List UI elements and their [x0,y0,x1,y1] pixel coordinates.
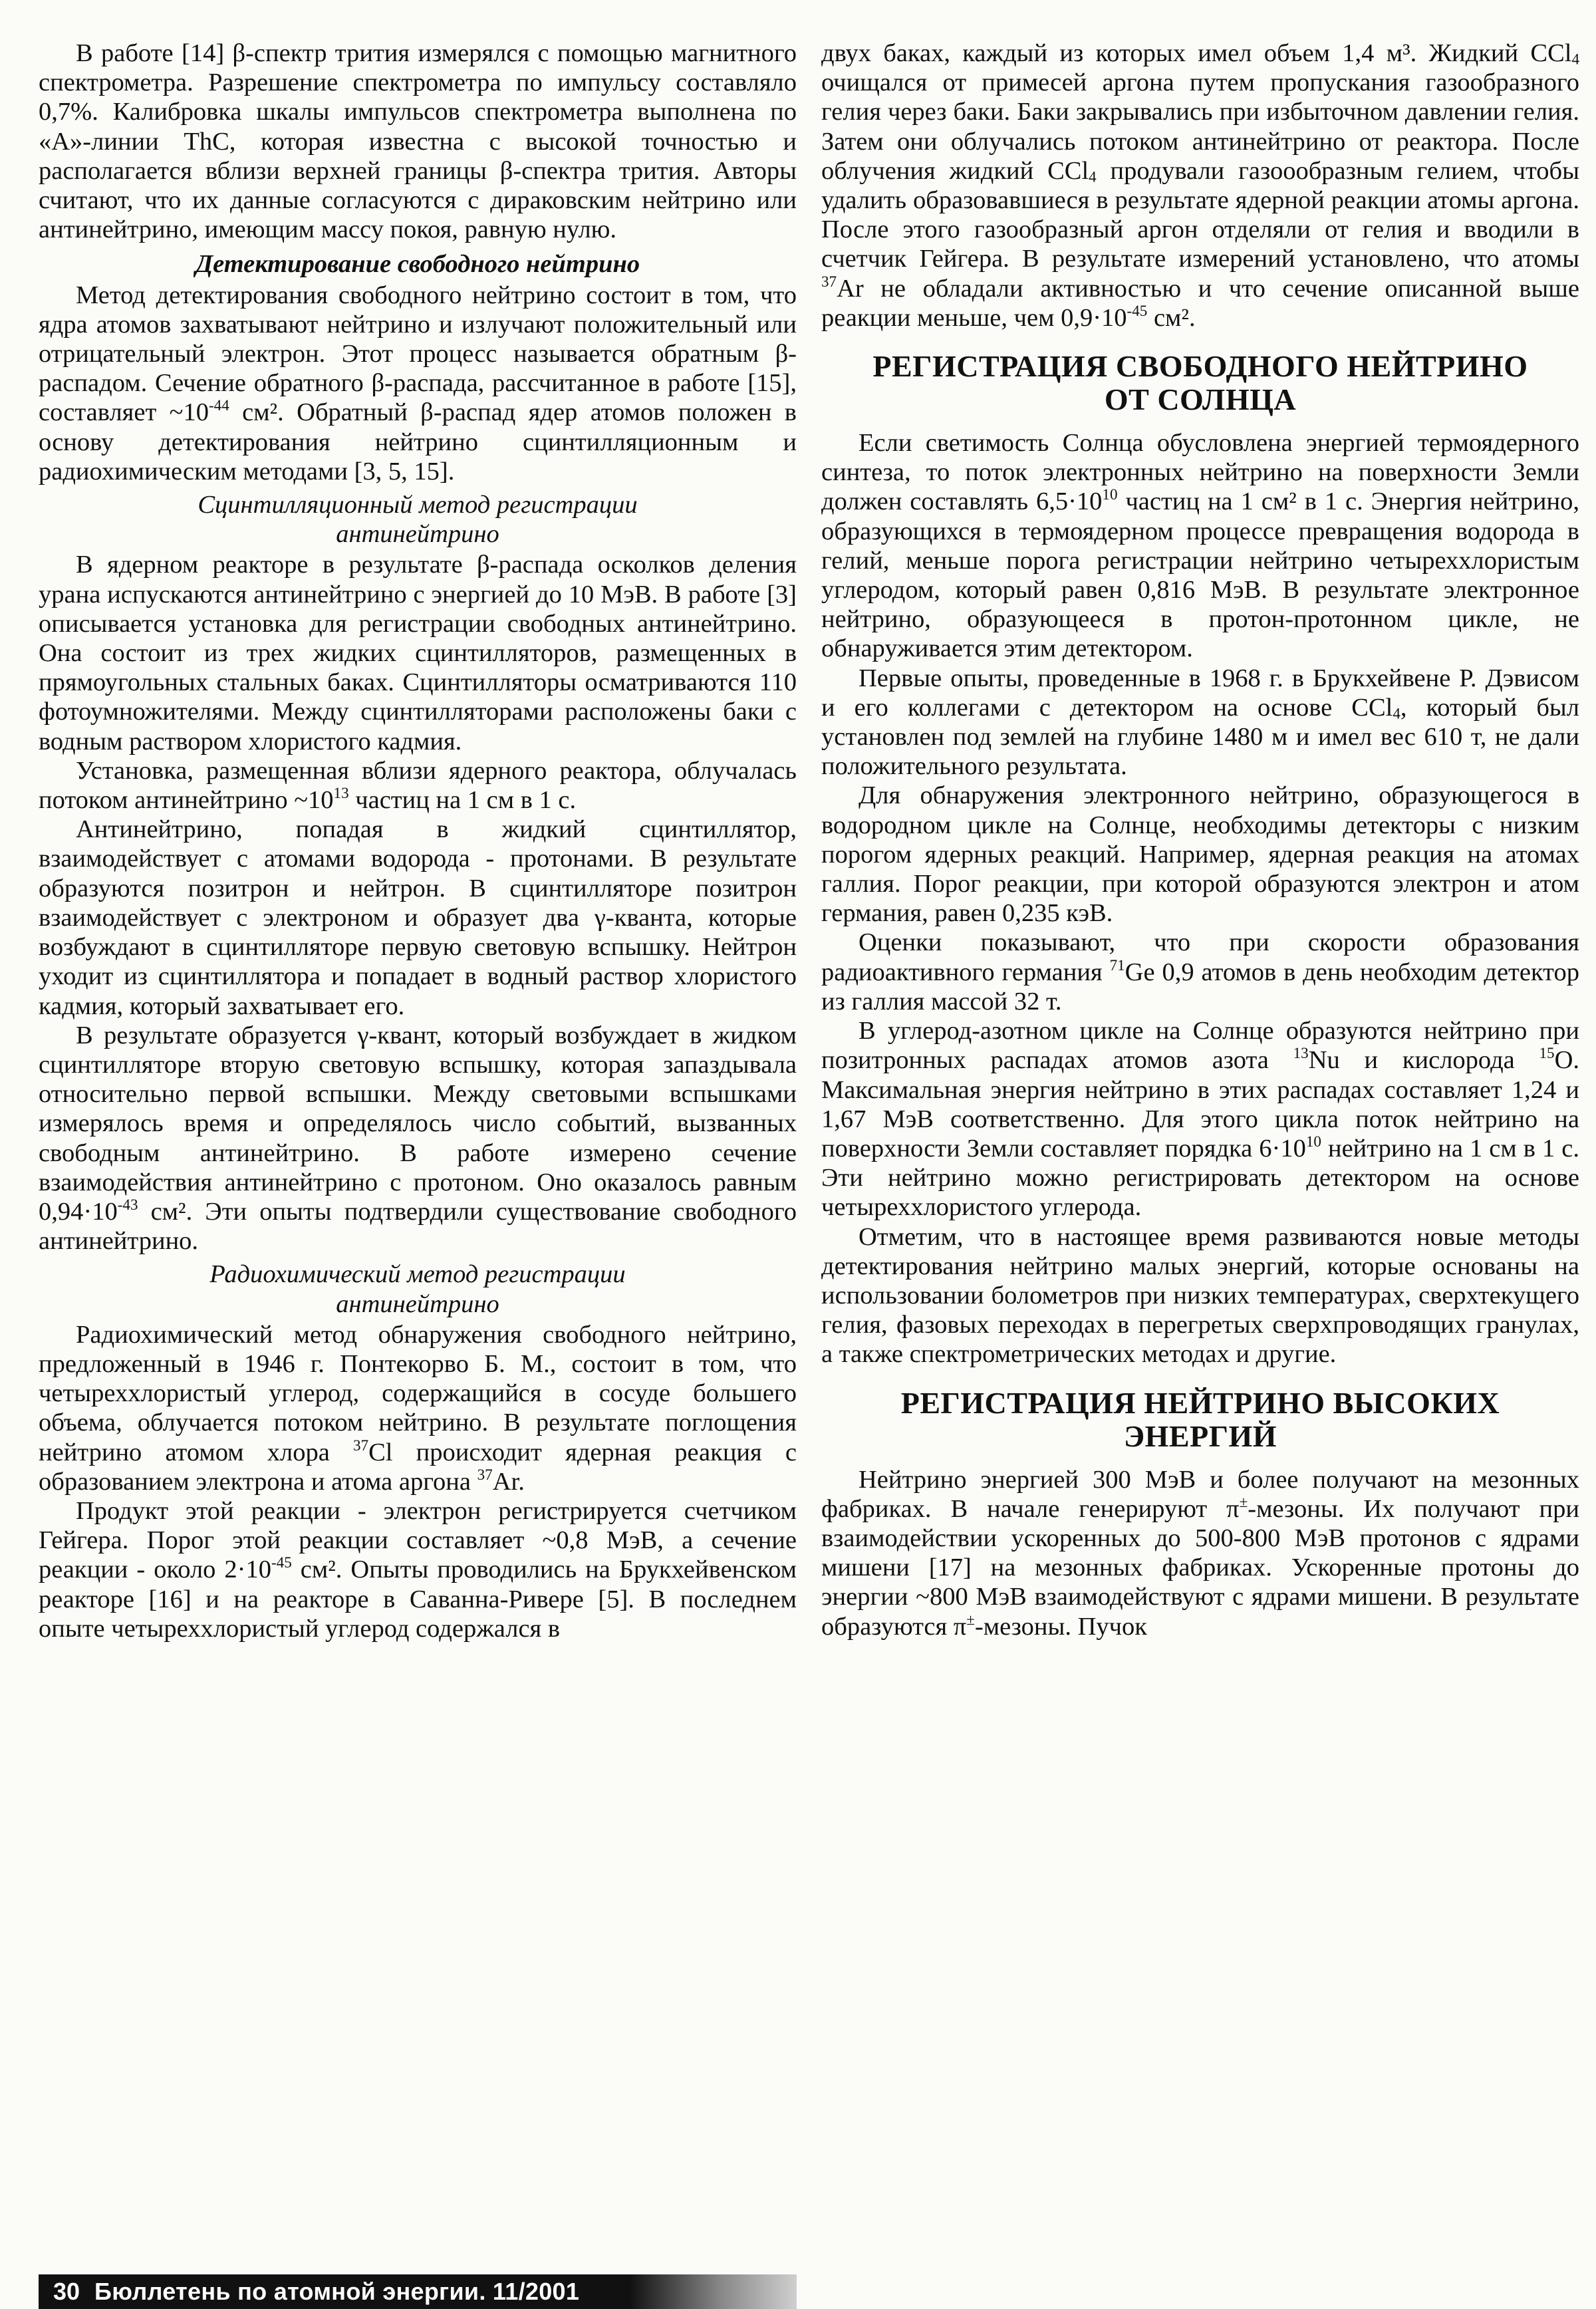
paragraph: В углерод-азотном цикле на Солнце образуются нейтрино при позитронных распадах атомов азота $^{13}$Nu и кислорода $^{15}$O. Максимальная энергия нейтрино в этих распадах составляет 1,24 и 1,67 МэВ соответственно. Для этого цикла поток нейтрино на поверхности Земли составляет порядка $6\cdot 10^{10}$ нейтрино на 1 см в 1 с. Эти нейтрино можно регистрировать детектором на основе четыреххлористого углерода. [821,1017,1579,1222]
paragraph: Установка, размещенная вблизи ядерного реактора, облучалась потоком антинейтрино $\sim 10^{13}$ частиц на 1 см в 1 с. [39,756,797,815]
paragraph: Первые опыты, проведенные в 1968 г. в Брукхейвене Р. Дэвисом и его коллегами с детектором на основе CCl$_4$, который был установлен под землей на глубине 1480 м и имел вес 610 т, не дали положительного результата. [821,664,1580,781]
paragraph: двух баках, каждый из которых имел объем 1,4 м³. Жидкий CCl$_4$ очищался от примесей аргона путем пропускания газообразного гелия через баки. Баки закрывались при избыточном давлении гелия. Затем они облучались потоком антинейтрино от реактора. После облучения жидкий CCl$_4$ продували газоообразным гелием, чтобы удалить образовавшиеся в результате ядерной реакции атомы аргона. После этого газообразный аргон отделяли от гелия и вводили в счетчик Гейгера. В результате измерений установлено, что атомы $^{37}$Ar не обладали активностью и что сечение описанной выше реакции меньше, чем $0,9\cdot 10^{-45}$ см². [821,39,1579,332]
paragraph: Если светимость Солнца обусловлена энергией термоядерного синтеза, то поток электронных нейтрино на поверхности Земли должен составлять $6,5\cdot 10^{10}$ частиц на 1 см² в 1 с. Энергия нейтрино, образующихся в термоядерном процессе превращения водорода в гелий, меньше порога регистрации нейтрино четыреххлористым углеродом, который равен 0,816 МэВ. В результате электронное нейтрино, образующееся в протон-протонном цикле, не обнаруживается этим детектором. [821,429,1579,663]
subsection-heading: Детектирование свободного нейтрино [195,250,640,279]
subsection-heading: Радиохимический метод регистрации антинейтрино [209,1260,626,1318]
page-number: 30 [53,2278,80,2305]
paragraph: Нейтрино энергией 300 МэВ и более получают на мезонных фабриках. В начале генерируют π±-мезоны. Их получают при взаимодействии ускоренных до 500-800 МэВ протонов с ядрами мишени [17] на мезонных фабриках. Ускоренные протоны до энергии ~800 МэВ взаимодействуют с ядрами мишени. В результате образуются π±-мезоны. Пучок [821,1465,1579,1641]
paragraph: Оценки показывают, что при скорости образования радиоактивного германия $^{71}$Ge 0,9 атомов в день необходим детектор из галлия массой 32 т. [821,928,1579,1016]
left-column [39,39,797,1643]
paragraph: Антинейтрино, попадая в жидкий сцинтиллятор, взаимодействует с атомами водорода - протонами. В результате образуются позитрон и нейтрон. В сцинтилляторе позитрон взаимодействует с электроном и образует два γ-кванта, которые возбуждают в сцинтилляторе первую световую вспышку. Нейтрон уходит из сцинтиллятора и попадает в водный раствор хлористого кадмия, который захватывает его. [39,815,797,1020]
paragraph: В результате образуется γ-квант, который возбуждает в жидком сцинтилляторе вторую световую вспышку, которая запаздывала относительно первой вспышки. Между световыми вспышками измерялось время и определялось число событий, вызванных свободным антинейтрино. В работе измерено сечение взаимодействия антинейтрино с протоном. Оно оказалось равным $0,94\cdot 10^{-43}$ см². Эти опыты подтвердили существование свободного антинейтрино. [39,1021,797,1256]
paragraph: Радиохимический метод обнаружения свободного нейтрино, предложенный в 1946 г. Понтекорво Б. М., состоит в том, что четыреххлористый углерод, содержащийся в сосуде большего объема, облучается потоком нейтрино. В результате поглощения нейтрино атомом хлора $^{37}$Cl происходит ядерная реакция с образованием электрона и атома аргона $^{37}$Ar. [39,1320,797,1496]
paragraph: Продукт этой реакции - электрон регистрируется счетчиком Гейгера. Порог этой реакции составляет ~0,8 МэВ, а сечение реакции - около $2\cdot 10^{-45}$ см². Опыты проводились на Брукхейвенском реакторе [16] и на реакторе в Саванна-Ривере [5]. В последнем опыте четыреххлористый углерод содержался в [39,1496,797,1643]
section-heading: РЕГИСТРАЦИЯ НЕЙТРИНО ВЫСОКИХ ЭНЕРГИЙ [900,1385,1500,1453]
paragraph: Метод детектирования свободного нейтрино состоит в том, что ядра атомов захватывают нейтрино и излучают положительный или отрицательный электрон. Этот процесс называется обратным β-распадом. Сечение обратного β-распада, рассчитанное в работе [15], составляет $\sim 10^{-44}$ см². Обратный β-распад ядер атомов положен в основу детектирования нейтрино сцинтилляционным и радиохимическим методами [3, 5, 15]. [39,281,797,485]
paragraph: Отметим, что в настоящее время развиваются новые методы детектирования нейтрино малых энергий, которые основаны на использовании болометров при низких температурах, сверхтекущего гелия, фазовых переходах в перегретых сверхпроводящих гранулах, а также спектрометрических методах и другие. [821,1222,1579,1369]
page-footer [39,2274,797,2309]
paragraph: Для обнаружения электронного нейтрино, образующегося в водородном цикле на Солнце, необходимы детекторы с низким порогом ядерных реакций. Например, ядерная реакция на атомах галлия. Порог реакции, при которой образуются электрон и атом германия, равен 0,235 кэВ. [821,781,1579,928]
paragraph: В ядерном реакторе в результате β-распада осколков деления урана испускаются антинейтрино с энергией до 10 МэВ. В работе [3] описывается установка для регистрации свободных антинейтрино. Она состоит из трех жидких сцинтилляторов, размещенных в прямоугольных стальных баках. Сцинтилляторы осматриваются 110 фотоумножителями. Между сцинтилляторами расположены баки с водным раствором хлористого кадмия. [39,551,797,755]
section-heading: РЕГИСТРАЦИЯ СВОБОДНОГО НЕЙТРИНО ОТ СОЛНЦА [872,349,1528,417]
right-column [821,39,1579,1641]
subsection-heading: Сцинтилляционный метод регистрации антинейтрино [198,491,638,549]
paragraph: В работе [14] β-спектр трития измерялся с помощью магнитного спектрометра. Разрешение спектрометра по импульсу составляло 0,7%. Калибровка шкалы импульсов спектрометра выполнена по «А»-линии ThC, которая известна с высокой точностью и располагается вблизи верхней границы β-спектра трития. Авторы считают, что их данные согласуются с дираковским нейтрино или антинейтрино, имеющим массу покоя, равную нулю. [39,39,797,244]
journal-title: Бюллетень по атомной энергии. 11/2001 [94,2278,580,2305]
